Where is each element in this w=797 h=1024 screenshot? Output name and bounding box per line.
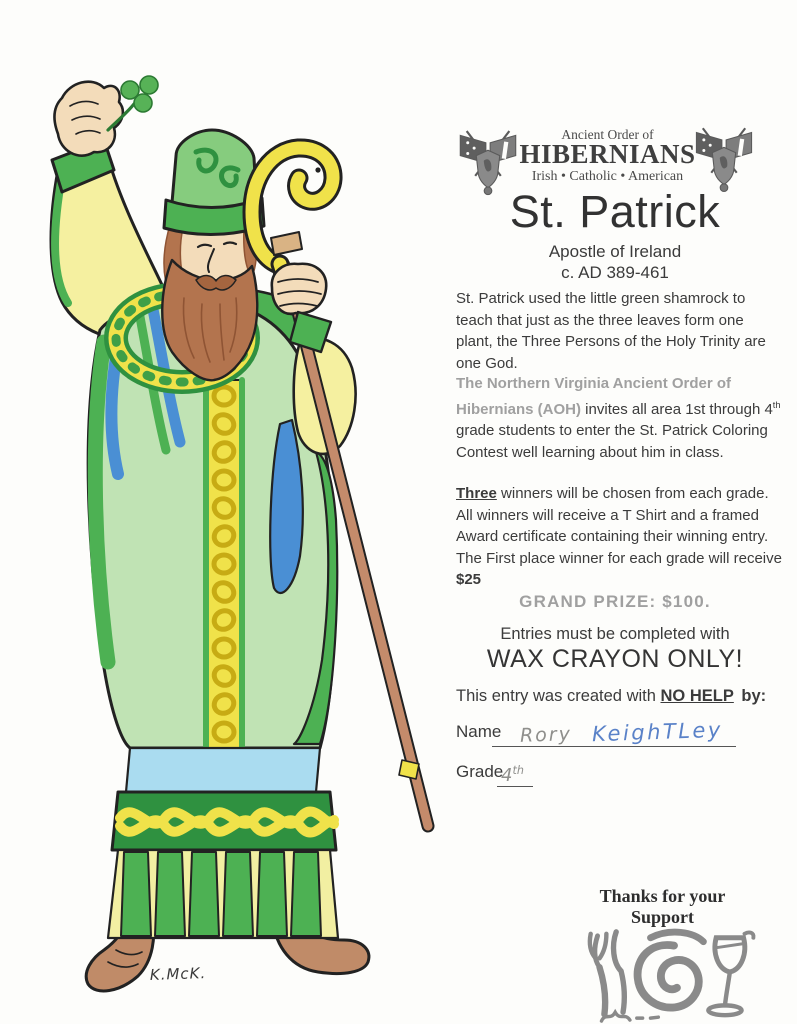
artist-signature: K.McK.	[149, 964, 207, 984]
grade-field-row	[456, 762, 656, 792]
raised-hand	[55, 82, 123, 156]
staff-band	[399, 760, 419, 779]
thanks-message	[565, 886, 760, 928]
handwritten-first-name: Rory	[519, 723, 573, 747]
thanks-line-2: Support	[630, 907, 695, 927]
grade-blank-line	[497, 762, 533, 787]
thanks-line-1: Thanks for your	[599, 886, 726, 906]
robe-right-blue-drape	[270, 420, 303, 593]
name-field-row	[456, 717, 776, 750]
attestation-by: by:	[736, 687, 767, 705]
fork-plate-wineglass-icon	[578, 926, 770, 1024]
crayon-rule-line: WAX CRAYON ONLY!	[486, 645, 744, 673]
entries-rule-line: Entries must be completed with	[500, 625, 730, 643]
winners-lead-word: Three	[456, 485, 497, 502]
invitation-org-phrase: The Northern Virginia Ancient Order of Hibernians (AOH)	[456, 375, 732, 418]
org-tagline: Irish • Catholic • American	[531, 169, 684, 184]
handwritten-grade: 4th	[501, 764, 524, 786]
subtitle-dates: c. AD 389-461	[561, 263, 669, 282]
shamrock-icon	[121, 76, 158, 112]
winners-text: winners will be chosen from each grade. All winners will receive a T Shirt and a framed Award certificate containing their winning entry. The First place winner for each grade will receive	[456, 485, 782, 567]
aoh-crest-icon	[692, 124, 756, 194]
invitation-text: invites all area 1st through 4	[581, 400, 773, 418]
lower-robe-blue-panel	[126, 748, 320, 792]
winners-paragraph	[456, 483, 783, 591]
grade-label: Grade	[456, 762, 504, 781]
org-name: HIBERNIANS	[519, 139, 696, 169]
grand-prize-line: GRAND PRIZE: $100.	[519, 592, 711, 611]
name-blank-line	[492, 717, 736, 747]
handwritten-last-name: KeighTLey	[591, 717, 724, 747]
prize-amount: $25	[456, 571, 482, 588]
crosier-head-eye	[315, 167, 320, 172]
no-help-phrase: NO HELP	[660, 687, 734, 705]
attestation-line	[456, 687, 783, 706]
name-label: Name	[456, 722, 502, 741]
intro-paragraph: St. Patrick used the little green shamrock to teach that just as the three leaves form one plant, the Three Persons of the Holy Trinity are one God.	[456, 290, 766, 372]
invitation-text-2: grade students to enter the St. Patrick Coloring Contest well learning about him in class.	[456, 422, 768, 461]
ordinal-suffix: th	[772, 399, 781, 410]
invitation-paragraph	[456, 373, 783, 463]
org-name-small: Ancient Order of	[561, 127, 654, 142]
attestation-text: This entry was created with	[456, 687, 661, 705]
crosier-band	[271, 232, 302, 255]
page-title: St. Patrick	[509, 186, 721, 237]
subtitle-apostle: Apostle of Ireland	[548, 242, 682, 261]
